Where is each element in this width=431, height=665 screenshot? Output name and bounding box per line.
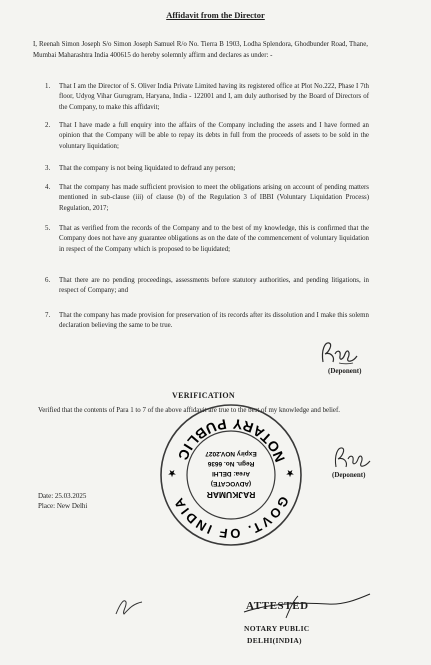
list-item [45, 82, 371, 114]
intro-paragraph: I, Reenah Simon Joseph S/o Simon Joseph Samuel R/o No. Tierra B 1903, Lodha Splendora, Ghodbunder Road, Thane, Mumbai Maharashtra India 400615 do hereby solemnly affirm and declares as under: - [33, 41, 368, 59]
verification-text: Verified that the contents of Para 1 to 7 of the above affidavit are true to the best of my knowledge and belief. [38, 407, 341, 414]
item-number: 7. [45, 312, 51, 319]
list-item [45, 276, 371, 298]
item-text: That the company has made sufficient provision to meet the obligations arising on account of pending matters mentioned in sub-clause (iii) of clause (b) of the Regulation 3 of IBBI (Voluntary Liquidation Process) Regulation, 2017; [59, 184, 369, 212]
list-item [45, 183, 371, 215]
list-item [45, 311, 371, 333]
item-number: 6. [45, 277, 51, 284]
item-text: That I am the Director of S. Oliver India Private Limited having its registered office at Plot No.222, Phase I 7th floor, Udyog Vihar Gurugram, Haryana, India - 122001 and I, am duly authorised by the Board of Directors of the Company, to make this affidavit; [59, 83, 369, 111]
list-item [45, 164, 371, 176]
verification-title: VERIFICATION [172, 391, 236, 400]
attested-word: ATTESTED [246, 600, 309, 612]
attested-line2: DELHI(INDIA) [247, 636, 302, 645]
stamp-name: RAJKUMAR [206, 490, 256, 500]
item-number: 3. [45, 165, 51, 172]
initials-mark [112, 594, 148, 620]
stamp-role: (ADVOCATE) [210, 480, 252, 487]
item-text: That the company is not being liquidated to defraud any person; [59, 165, 236, 172]
notary-stamp [158, 402, 304, 548]
list-item [45, 121, 371, 153]
stamp-expiry: Expiry NOV.2027 [205, 450, 257, 457]
list-item [45, 224, 371, 266]
star-icon: ★ [167, 467, 177, 478]
deponent-label: (Deponent) [332, 471, 366, 479]
stamp-outer-top: GOVT. OF INDIA [170, 493, 292, 542]
stamp-outer-bottom: NOTARY PUBLIC [174, 415, 288, 465]
item-number: 2. [45, 122, 51, 129]
document-title: Affidavit from the Director [166, 10, 265, 20]
item-text: That I have made a full enquiry into the affairs of the Company including the assets and I have formed an opinion that the Company will be able to repay its debts in full from the proceeds of assets to be sold in the voluntary liquidation; [59, 122, 369, 150]
item-text: That the company has made provision for preservation of its records after its dissolution and I make this solemn declaration believing the same to be true. [59, 312, 369, 330]
deponent-signature [330, 443, 374, 473]
item-number: 1. [45, 83, 51, 90]
deponent-signature [315, 336, 363, 370]
deponent-label: (Deponent) [328, 367, 362, 375]
stamp-regn: Regn. No. 6636 [207, 460, 255, 467]
star-icon: ★ [285, 467, 295, 478]
item-text: That as verified from the records of the Company and to the best of my knowledge, this is confirmed that the Company does not have any guarantee obligations as on the date of the commencement of voluntary liquidation in respect of the Company which is proposed to be liquidated; [59, 225, 369, 253]
svg-text:GOVT. OF INDIA [170, 494, 292, 541]
date-text: Date: 25.03.2025 [38, 492, 87, 500]
stamp-area: Area: DELHI [212, 470, 250, 477]
item-text: That there are no pending proceedings, assessments before statutory authorities, and pending litigations, in respect of Company; and [59, 277, 369, 295]
attested-line1: NOTARY PUBLIC [244, 624, 310, 633]
attested-signature [238, 590, 378, 620]
item-number: 4. [45, 184, 51, 191]
place-text: Place: New Delhi [38, 502, 88, 510]
item-number: 5. [45, 225, 51, 232]
